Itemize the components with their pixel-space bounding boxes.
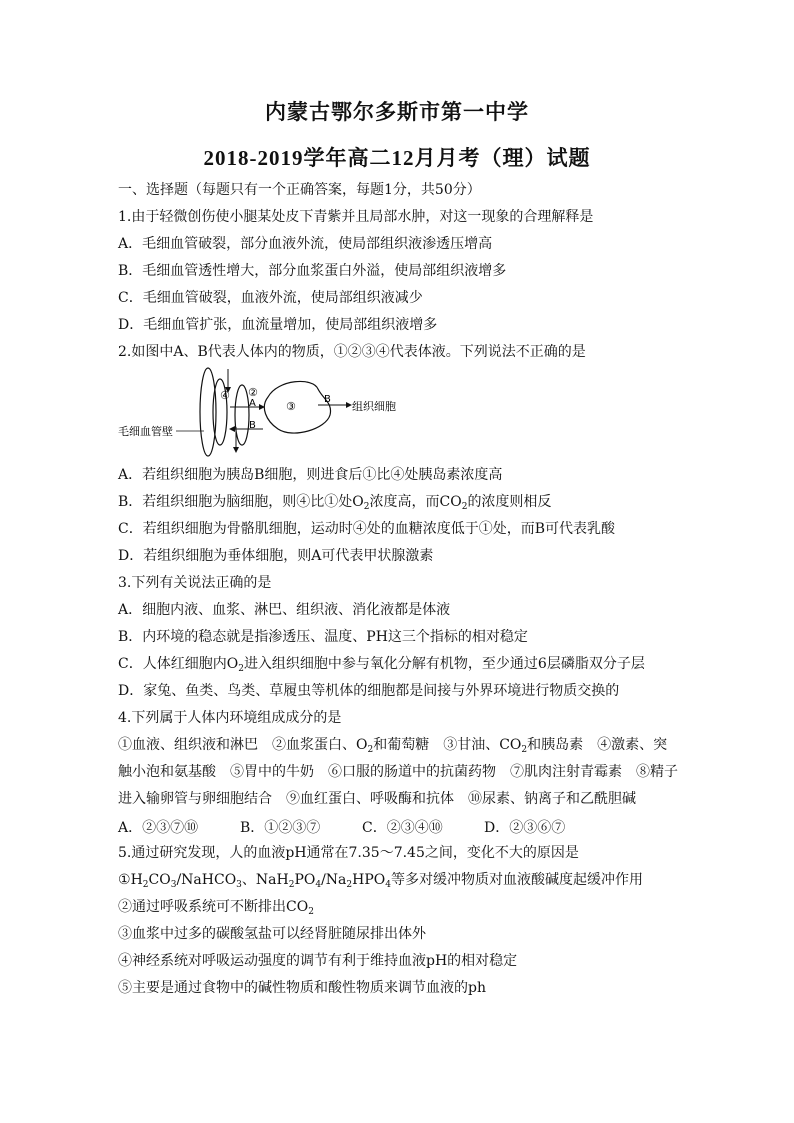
q4-items-line1: ①血液、组织液和淋巴 ②血浆蛋白、$O_2$和葡萄糖 ③甘油、$CO_2$和胰岛素 ④激素、突	[118, 737, 668, 755]
label-2: ②	[248, 386, 258, 399]
q3-option-c: C．人体红细胞内$O_2$进入组织细胞中参与氧化分解有机物，至少通过6层磷脂双分子层	[118, 656, 645, 674]
wall-label: 毛细血管壁	[118, 425, 173, 438]
label-3: ③	[286, 400, 296, 413]
label-a: A	[249, 398, 256, 409]
q1-option-a: A．毛细血管破裂，部分血液外流，使局部组织液渗透压增高	[118, 236, 493, 252]
q4-option-d: D．②③⑥⑦	[484, 820, 566, 836]
q2-stem: 2.如图中A、B代表人体内的物质，①②③④代表体液。下列说法不正确的是	[118, 344, 586, 360]
q1-option-c: C．毛细血管破裂，血液外流，使局部组织液减少	[118, 290, 423, 306]
q5-statement-1: $①H_2CO_3/NaHCO_3$、$NaH_2PO_4/Na_2HPO_4$等多对缓冲物质对血液酸碱度起缓冲作用	[118, 872, 643, 890]
q5-statement-4: ④神经系统对呼吸运动强度的调节有利于维持血液pH的相对稳定	[118, 953, 518, 969]
tissue-fluid-region	[264, 381, 330, 433]
q4-option-c: C．②③④⑩	[362, 820, 443, 836]
q2-option-a: A．若组织细胞为胰岛B细胞，则进食后①比④处胰岛素浓度高	[118, 467, 503, 483]
q1-option-b: B．毛细血管透性增大，部分血浆蛋白外溢，使局部组织液增多	[118, 263, 507, 279]
q3-option-a: A．细胞内液、血浆、淋巴、组织液、消化液都是体液	[118, 602, 451, 618]
q1-option-d: D．毛细血管扩张，血流量增加，使局部组织液增多	[118, 317, 438, 333]
q5-statement-5: ⑤主要是通过食物中的碱性物质和酸性物质来调节血液的ph	[118, 980, 486, 996]
q4-items-line3: 进入输卵管与卵细胞结合 ⑨血红蛋白、呼吸酶和抗体 ⑩尿素、钠离子和乙酰胆碱	[118, 791, 636, 807]
section-heading: 一、选择题（每题只有一个正确答案，每题1分，共50分）	[118, 182, 481, 198]
q4-items-line2: 触小泡和氨基酸 ⑤胃中的牛奶 ⑥口服的肠道中的抗菌药物 ⑦肌肉注射青霉素 ⑧精子	[118, 764, 678, 780]
q4-stem: 4.下列属于人体内环境组成成分的是	[118, 710, 342, 726]
school-title: 内蒙古鄂尔多斯市第一中学	[265, 100, 529, 124]
arrow-b-head	[229, 426, 235, 432]
body-fluid-diagram	[118, 367, 418, 457]
lymph-tube	[235, 385, 249, 445]
label-b: B	[249, 420, 256, 431]
label-4: ④	[220, 389, 230, 402]
q2-option-b: B．若组织细胞为脑细胞，则④比①处$O_2$浓度高，而$CO_2$的浓度则相反	[118, 494, 552, 512]
q5-statement-3: ③血浆中过多的碳酸氢盐可以经肾脏随尿排出体外	[118, 926, 426, 942]
label-b2: B	[324, 394, 331, 405]
q2-option-d: D．若组织细胞为垂体细胞，则A可代表甲状腺激素	[118, 548, 434, 564]
arrow-head	[233, 447, 239, 453]
q5-stem: 5.通过研究发现，人的血液pH通常在7.35～7.45之间，变化不大的原因是	[118, 845, 579, 861]
q3-stem: 3.下列有关说法正确的是	[118, 575, 272, 591]
q4-option-a: A．②③⑦⑩	[118, 820, 199, 836]
q5-statement-2: ②通过呼吸系统可不断排出$CO_2$	[118, 899, 314, 917]
q3-option-b: B．内环境的稳态就是指渗透压、温度、PH这三个指标的相对稳定	[118, 629, 528, 645]
q4-option-b: B．①②③⑦	[240, 820, 321, 836]
q2-option-c: C．若组织细胞为骨骼肌细胞，运动时④处的血糖浓度低于①处，而B可代表乳酸	[118, 521, 615, 537]
q1-stem: 1.由于轻微创伤使小腿某处皮下青紫并且局部水肿，对这一现象的合理解释是	[118, 209, 594, 225]
exam-title: 2018-2019学年高二12月月考（理）试题	[203, 146, 591, 170]
q3-option-d: D．家兔、鱼类、鸟类、草履虫等机体的细胞都是间接与外界环境进行物质交换的	[118, 683, 620, 699]
cell-label: 组织细胞	[352, 400, 396, 413]
